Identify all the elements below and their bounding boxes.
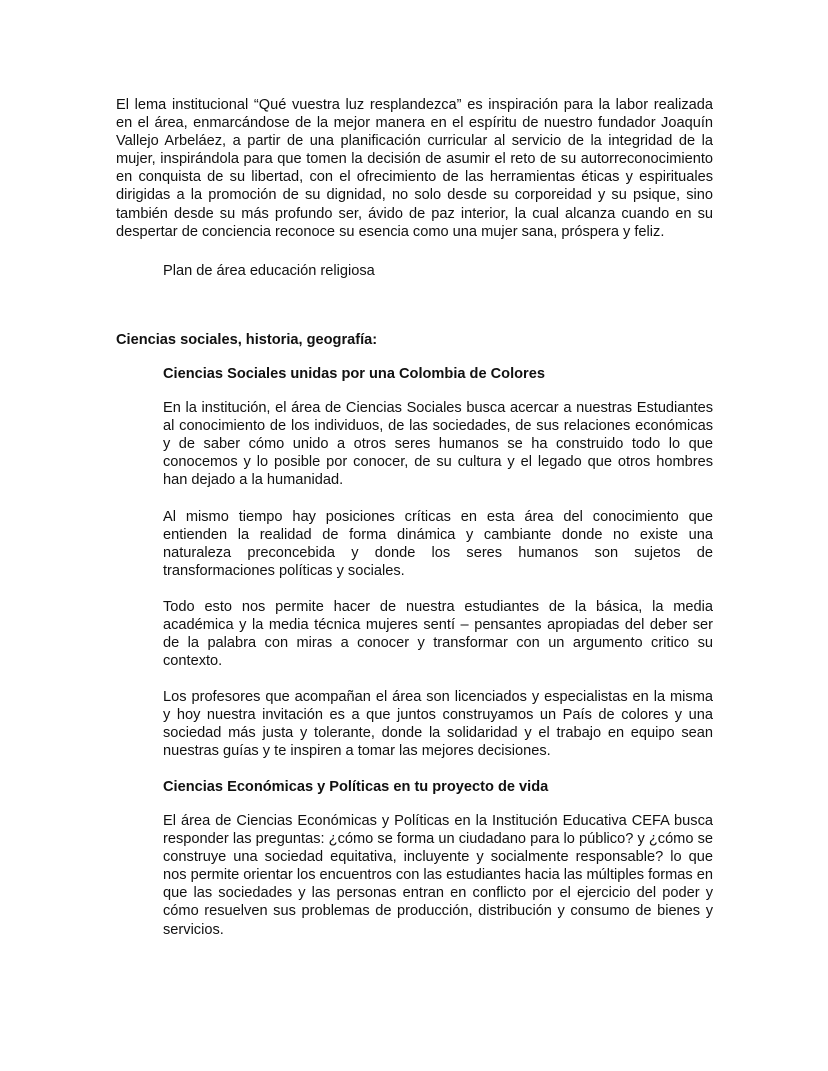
sub1-paragraph-1: En la institución, el área de Ciencias Sociales busca acercar a nuestras Estudiantes al conocimiento de los individuos, de las sociedades, de sus relaciones económicas y de saber cómo unido a otros seres humanos se ha construido todo lo que conocemos y lo posible por conocer, de su cultura y el legado que otros hombres han dejado a la humanidad. <box>163 400 713 489</box>
sub1-paragraph-4: Los profesores que acompañan el área son licenciados y especialistas en la misma y hoy nuestra invitación es a que juntos construyamos un País de colores y una sociedad más justa y tolerante, donde la solidaridad y el trabajo en equipo sean nuestras guías y te inspiren a tomar las mejores decisiones. <box>163 689 713 760</box>
sub2-paragraph: El área de Ciencias Económicas y Políticas en la Institución Educativa CEFA busca responder las preguntas: ¿cómo se forma un ciudadano para lo público? y ¿cómo se construye una sociedad equitativa, incluyente y socialmente responsable? lo que nos permite orientar los encuentros con las estudiantes hacia las múltiples formas en que las sociedades y las personas entran en conflicto por el ejercicio del poder y cómo resuelven sus problemas de producción, distribución y consumo de bienes y servicios. <box>163 813 713 938</box>
plan-line: Plan de área educación religiosa <box>163 263 375 279</box>
intro-paragraph: El lema institucional “Qué vuestra luz resplandezca” es inspiración para la labor realizada en el área, enmarcándose de la mejor manera en el espíritu de nuestro fundador Joaquín Vallejo Arbeláez, a partir de una planificación curricular al servicio de la integridad de la mujer, inspirándola para que tomen la decisión de asumir el reto de su autorreconocimiento en conquista de su libertad, con el ofrecimiento de las herramientas éticas y espirituales dirigidas a la promoción de su dignidad, no solo desde su corporeidad y su psique, sino también desde su más profundo ser, ávido de paz interior, la cual alcanza cuando en su despertar de conciencia reconoce su esencia como una mujer sana, próspera y feliz. <box>116 97 713 240</box>
section-heading: Ciencias sociales, historia, geografía: <box>116 332 378 348</box>
sub1-paragraph-3: Todo esto nos permite hacer de nuestra estudiantes de la básica, la media académica y la media técnica mujeres sentí – pensantes apropiadas del deber ser de la palabra con miras a conocer y transformar con un argumento critico su contexto. <box>163 599 713 670</box>
sub1-paragraph-2: Al mismo tiempo hay posiciones críticas en esta área del conocimiento que entienden la realidad de forma dinámica y cambiante donde no existe una naturaleza preconcebida y donde los seres humanos son sujetos de transformaciones políticas y sociales. <box>163 509 713 580</box>
sub1-heading: Ciencias Sociales unidas por una Colombia de Colores <box>163 366 545 382</box>
sub2-heading: Ciencias Económicas y Políticas en tu proyecto de vida <box>163 779 549 795</box>
